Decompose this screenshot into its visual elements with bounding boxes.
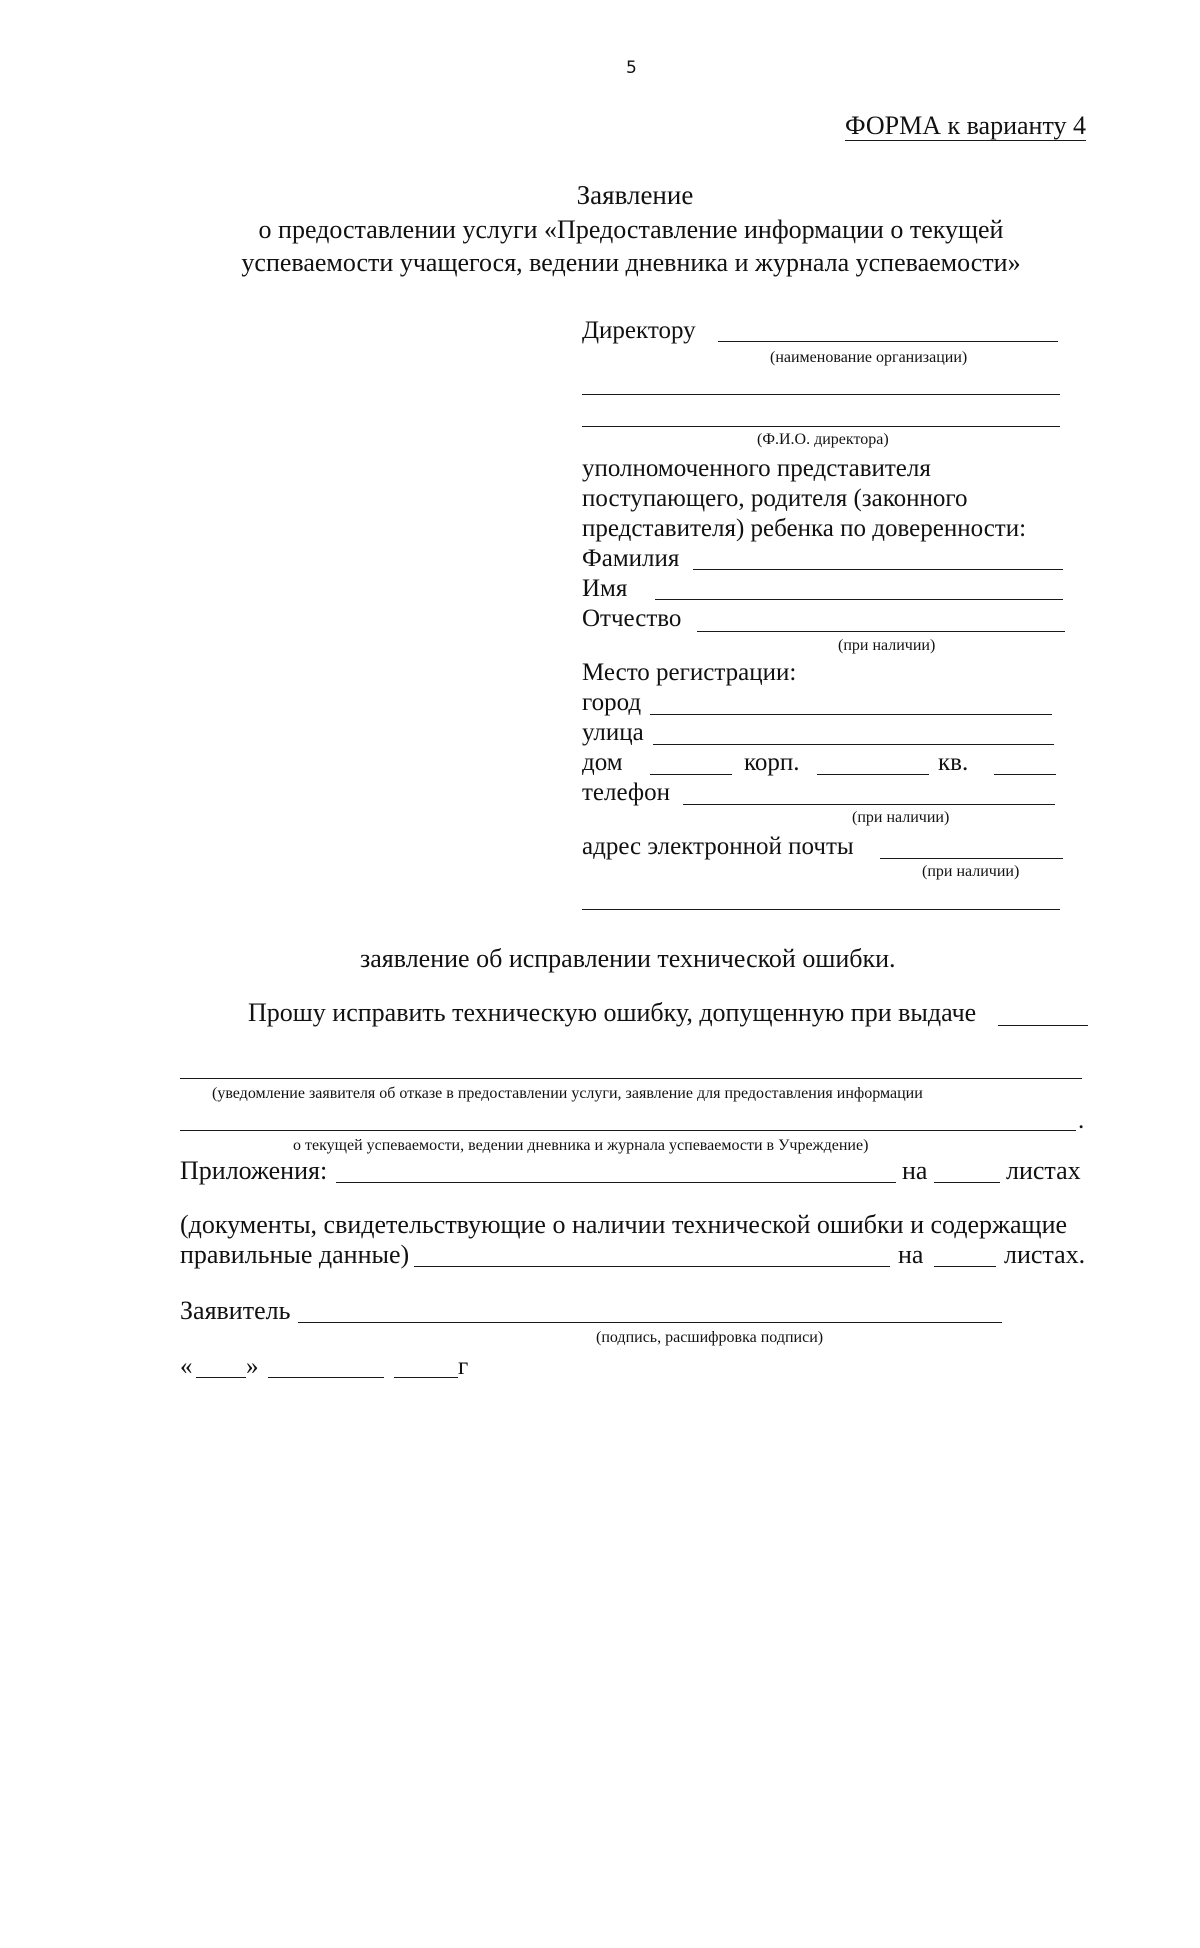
phone-caption: (при наличии) bbox=[852, 809, 950, 826]
date-year-field[interactable] bbox=[394, 1377, 458, 1378]
request-field-inline[interactable] bbox=[998, 1025, 1088, 1026]
registration-label: Место регистрации: bbox=[582, 659, 797, 686]
director-label: Директору bbox=[582, 317, 696, 344]
docs-field[interactable] bbox=[414, 1266, 890, 1267]
patronymic-label: Отчество bbox=[582, 605, 682, 632]
representative-line-1: уполномоченного представителя bbox=[582, 455, 931, 482]
name-label: Имя bbox=[582, 575, 628, 602]
email-caption: (при наличии) bbox=[922, 863, 1020, 880]
date-month-field[interactable] bbox=[268, 1377, 384, 1378]
email-field[interactable] bbox=[880, 858, 1063, 859]
docs-on-label: на bbox=[898, 1240, 924, 1269]
city-label: город bbox=[582, 689, 642, 716]
director-org-line[interactable] bbox=[718, 341, 1058, 342]
request-caption-line-1: (уведомление заявителя об отказе в предоставлении услуги, заявление для предоставления информации bbox=[212, 1085, 923, 1102]
apartment-field[interactable] bbox=[994, 774, 1056, 775]
docs-sheets-field[interactable] bbox=[934, 1266, 996, 1267]
date-day-field[interactable] bbox=[196, 1377, 246, 1378]
representative-line-3: представителя) ребенка по доверенности: bbox=[582, 515, 1027, 542]
page-number: 5 bbox=[626, 58, 637, 78]
representative-line-2: поступающего, родителя (законного bbox=[582, 485, 968, 512]
patronymic-field[interactable] bbox=[697, 631, 1065, 632]
docs-text-line-1: (документы, свидетельствующие о наличии технической ошибки и содержащие bbox=[180, 1210, 1068, 1239]
email-extra-line[interactable] bbox=[582, 909, 1060, 910]
surname-field[interactable] bbox=[693, 569, 1063, 570]
street-label: улица bbox=[582, 719, 644, 746]
street-field[interactable] bbox=[653, 744, 1054, 745]
surname-label: Фамилия bbox=[582, 545, 680, 572]
building-label: корп. bbox=[744, 749, 800, 776]
apartment-label: кв. bbox=[938, 749, 969, 776]
date-year-suffix: г bbox=[458, 1353, 469, 1380]
email-label: адрес электронной почты bbox=[582, 833, 854, 860]
attachments-sheets-label: листах bbox=[1006, 1156, 1081, 1185]
signature-caption: (подпись, расшифровка подписи) bbox=[596, 1329, 824, 1346]
docs-text-line-2: правильные данные) bbox=[180, 1240, 410, 1269]
org-name-caption: (наименование организации) bbox=[770, 349, 968, 366]
statement-title: заявление об исправлении технической ошибки. bbox=[360, 944, 896, 973]
attachments-sheets-field[interactable] bbox=[934, 1182, 1000, 1183]
date-quote-close: » bbox=[246, 1353, 259, 1380]
attachments-on-label: на bbox=[902, 1156, 928, 1185]
document-subtitle-line-2: успеваемости учащегося, ведении дневника и журнала успеваемости» bbox=[241, 248, 1021, 277]
docs-sheets-label: листах. bbox=[1004, 1240, 1086, 1269]
house-label: дом bbox=[582, 749, 623, 776]
form-variant-label: ФОРМА к варианту 4 bbox=[845, 111, 1086, 140]
document-subtitle-line-1: о предоставлении услуги «Предоставление информации о текущей bbox=[258, 215, 1004, 244]
org-extra-line[interactable] bbox=[582, 394, 1060, 395]
signature-field[interactable] bbox=[298, 1322, 1002, 1323]
request-caption-line-2: о текущей успеваемости, ведении дневника и журнала успеваемости в Учреждение) bbox=[293, 1137, 869, 1154]
phone-field[interactable] bbox=[683, 804, 1055, 805]
city-field[interactable] bbox=[650, 714, 1052, 715]
request-field-line-2[interactable] bbox=[180, 1130, 1076, 1131]
phone-label: телефон bbox=[582, 779, 670, 806]
name-field[interactable] bbox=[655, 599, 1063, 600]
request-text: Прошу исправить техническую ошибку, допущенную при выдаче bbox=[248, 998, 977, 1027]
building-field[interactable] bbox=[817, 774, 929, 775]
director-fio-line[interactable] bbox=[582, 426, 1060, 427]
attachments-field[interactable] bbox=[336, 1182, 896, 1183]
date-quote-open: « bbox=[180, 1353, 193, 1380]
applicant-label: Заявитель bbox=[180, 1296, 291, 1325]
patronymic-caption: (при наличии) bbox=[838, 637, 936, 654]
document-title: Заявление bbox=[576, 180, 694, 210]
attachments-label: Приложения: bbox=[180, 1156, 328, 1185]
director-fio-caption: (Ф.И.О. директора) bbox=[757, 431, 889, 448]
request-field-line-1[interactable] bbox=[180, 1078, 1082, 1079]
house-field[interactable] bbox=[650, 774, 732, 775]
request-period: . bbox=[1078, 1107, 1085, 1134]
